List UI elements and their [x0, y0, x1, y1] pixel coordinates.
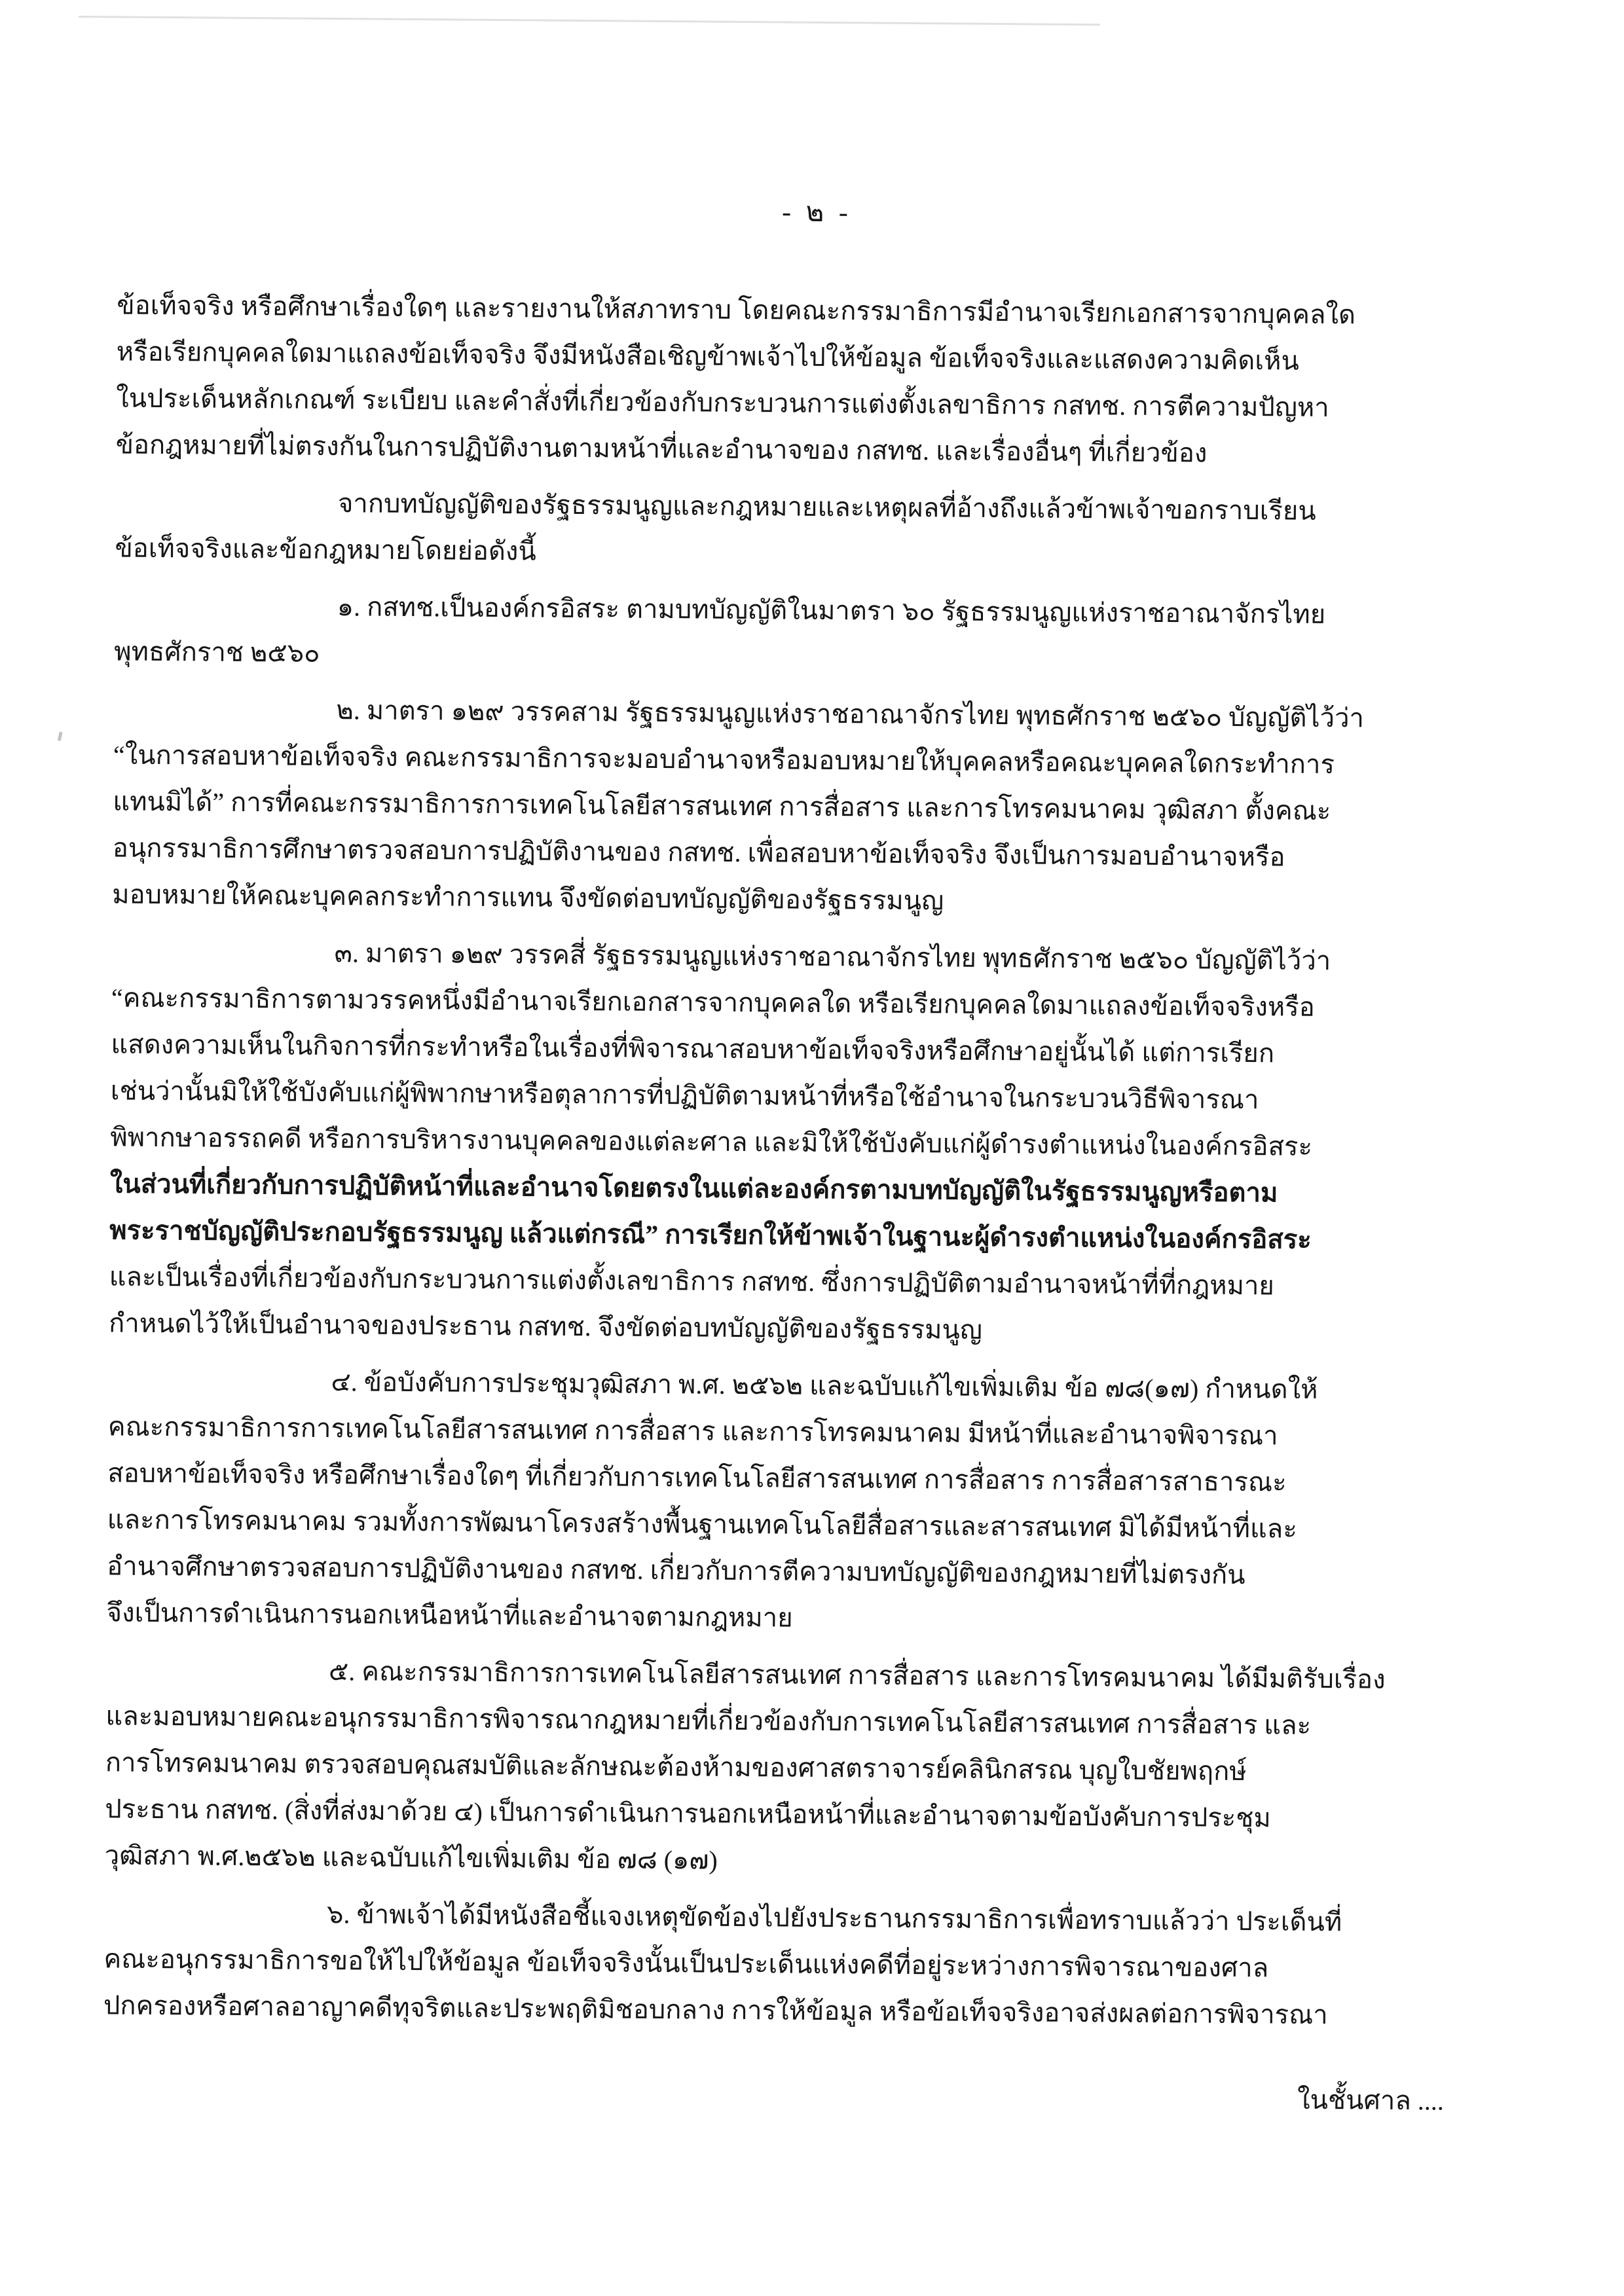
text-line: ในประเด็นหลักเกณฑ์ ระเบียบ และคำสั่งที่เกี่ยวข้องกับกระบวนการแต่งตั้งเลขาธิการ กสทช. การตีความปัญหา: [116, 383, 1329, 423]
paragraph-item-3: [109, 917, 1500, 1357]
text-line: อำนาจศึกษาตรวจสอบการปฏิบัติงานของ กสทช. เกี่ยวกับการตีความบทบัญญัติของกฎหมายที่ไม่ตรงกัน: [107, 1551, 1246, 1590]
text-line: และมอบหมายคณะอนุกรรมาธิการพิจารณากฎหมายที่เกี่ยวข้องกับการเทคโนโลยีสารสนเทศ การสื่อสาร และ: [105, 1701, 1312, 1740]
text-line: และเป็นเรื่องที่เกี่ยวข้องกับกระบวนการแต่งตั้งเลขาธิการ กสทช. ซึ่งการปฏิบัติตามอำนาจหน้าที่ที่กฎหมาย: [109, 1262, 1275, 1301]
text-line: ข้อเท็จจริงและข้อกฎหมายโดยย่อดังนี้: [115, 533, 536, 566]
text-line: ๕. คณะกรรมาธิการการเทคโนโลยีสารสนเทศ การสื่อสาร และการโทรคมนาคม ได้มีมติรับเรื่อง: [328, 1656, 1386, 1694]
scan-artifact-line: [79, 16, 1100, 26]
text-line: คณะอนุกรรมาธิการขอให้ไปให้ข้อมูล ข้อเท็จจริงนั้นเป็นประเด็นแห่งคดีที่อยู่ระหว่างการพิจารณาของศาล: [103, 1944, 1269, 1983]
scan-speck: [58, 731, 63, 741]
paragraph: [115, 282, 1505, 479]
text-line: จากบทบัญญัติของรัฐธรรมนูญและกฎหมายและเหตุผลที่อ้างถึงแล้วข้าพเจ้าขอกราบเรียน: [337, 488, 1316, 526]
footer-continuation-note: ในชั้นศาล ....: [1297, 2085, 1445, 2116]
text-line: การโทรคมนาคม ตรวจสอบคุณสมบัติและลักษณะต้องห้ามของศาสตราจารย์คลินิกสรณ บุญใบชัยพฤกษ์: [105, 1747, 1247, 1787]
page-number: - ๒ -: [781, 197, 852, 228]
text-line: ๖. ข้าพเจ้าได้มีหนังสือชี้แจงเหตุขัดข้องไปยังประธานกรรมาธิการเพื่อทราบแล้วว่า ประเด็นที่: [326, 1899, 1342, 1937]
document-body: [103, 282, 1505, 2039]
text-line: พระราชบัญญัติประกอบรัฐธรรมนูญ แล้วแต่กรณี” การเรียกให้ข้าพเจ้าในฐานะผู้ดำรงตำแหน่งในองค์กรอิสระ: [109, 1215, 1312, 1254]
text-line: เช่นว่านั้นมิให้ใช้บังคับแก่ผู้พิพากษาหรือตุลาการที่ปฏิบัติตามหน้าที่หรือใช้อำนาจในกระบวนวิธีพิจารณา: [110, 1076, 1259, 1115]
text-line: คณะกรรมาธิการการเทคโนโลยีสารสนเทศ การสื่อสาร และการโทรคมนาคม มีหน้าที่และอำนาจพิจารณา: [107, 1412, 1278, 1451]
text-line: กำหนดไว้ให้เป็นอำนาจของประธาน กสทช. จึงขัดต่อบทบัญญัติของรัฐธรรมนูญ: [108, 1308, 983, 1345]
text-line: จึงเป็นการดำเนินการนอกเหนือหน้าที่และอำนาจตามกฎหมาย: [106, 1597, 793, 1633]
text-line: ๓. มาตรา ๑๒๙ วรรคสี่ รัฐธรรมนูญแห่งราชอาณาจักรไทย พุทธศักราช ๒๕๖๐ บัญญัติไว้ว่า: [334, 938, 1331, 976]
paragraph-item-1: [114, 571, 1503, 685]
text-line: ๔. ข้อบังคับการประชุมวุฒิสภา พ.ศ. ๒๕๖๒ และฉบับแก้ไขเพิ่มเติม ข้อ ๗๘(๑๗) กำหนดให้: [331, 1367, 1318, 1404]
paragraph-item-2: [112, 674, 1502, 928]
text-line: ประธาน กสทช. (สิ่งที่ส่งมาด้วย ๔) เป็นการดำเนินการนอกเหนือหน้าที่และอำนาจตามข้อบังคับการประชุม: [105, 1794, 1271, 1833]
text-line: ๑. กสทช.เป็นองค์กรอิสระ ตามบทบัญญัติในมาตรา ๖๐ รัฐธรรมนูญแห่งราชอาณาจักรไทย: [337, 592, 1326, 629]
paragraph: [115, 467, 1504, 582]
text-line: แทนมิได้” การที่คณะกรรมาธิการการเทคโนโลยีสารสนเทศ การสื่อสาร และการโทรคมนาคม วุฒิสภา ตั้งคณะ: [113, 786, 1331, 826]
text-line: แสดงความเห็นในกิจการที่กระทำหรือในเรื่องที่พิจารณาสอบหาข้อเท็จจริงหรือศึกษาอยู่นั้นได้ แต่การเรียก: [111, 1029, 1275, 1068]
text-line: หรือเรียกบุคคลใดมาแถลงข้อเท็จจริง จึงมีหนังสือเชิญข้าพเจ้าไปให้ข้อมูล ข้อเท็จจริงและแสดงความคิดเห็น: [116, 337, 1299, 376]
paragraph-item-4: [106, 1346, 1496, 1647]
text-line: ปกครองหรือศาลอาญาคดีทุจริตและประพฤติมิชอบกลาง การให้ข้อมูล หรือข้อเท็จจริงอาจส่งผลต่อการพิจารณา: [103, 1990, 1328, 2030]
text-line: อนุกรรมาธิการศึกษาตรวจสอบการปฏิบัติงานของ กสทช. เพื่อสอบหาข้อเท็จจริง จึงเป็นการมอบอำนาจหรือ: [112, 833, 1285, 872]
text-line: ๒. มาตรา ๑๒๙ วรรคสาม รัฐธรรมนูญแห่งราชอาณาจักรไทย พุทธศักราช ๒๕๖๐ บัญญัติไว้ว่า: [336, 695, 1365, 733]
text-line: “ในการสอบหาข้อเท็จจริง คณะกรรมาธิการจะมอบอำนาจหรือมอบหมายให้บุคคลหรือคณะบุคคลใดกระทำการ: [113, 740, 1335, 780]
text-line: สอบหาข้อเท็จจริง หรือศึกษาเรื่องใดๆ ที่เกี่ยวกับการเทคโนโลยีสารสนเทศ การสื่อสาร การสื่อสารสาธารณะ: [107, 1458, 1287, 1497]
text-line: พุทธศักราช ๒๕๖๐: [114, 636, 320, 668]
text-line: วุฒิสภา พ.ศ.๒๕๖๒ และฉบับแก้ไขเพิ่มเติม ข้อ ๗๘ (๑๗): [104, 1840, 718, 1875]
text-line: ข้อเท็จจริง หรือศึกษาเรื่องใดๆ และรายงานให้สภาทราบ โดยคณะกรรมาธิการมีอำนาจเรียกเอกสารจากบุคคลใด: [117, 290, 1356, 330]
text-line: ข้อกฎหมายที่ไม่ตรงกันในการปฏิบัติงานตามหน้าที่และอำนาจของ กสทช. และเรื่องอื่นๆ ที่เกี่ยวข้อง: [115, 429, 1208, 468]
text-line: มอบหมายให้คณะบุคคลกระทำการแทน จึงขัดต่อบทบัญญัติของรัฐธรรมนูญ: [112, 879, 944, 916]
text-line: และการโทรคมนาคม รวมทั้งการพัฒนาโครงสร้างพื้นฐานเทคโนโลยีสื่อสารและสารสนเทศ มิได้มีหน้าที่และ: [107, 1504, 1297, 1544]
paragraph-item-6: [103, 1878, 1493, 2039]
text-line: พิพากษาอรรถคดี หรือการบริหารงานบุคคลของแต่ละศาล และมิให้ใช้บังคับแก่ผู้ดำรงตำแหน่งในองค์กรอิสระ: [110, 1122, 1313, 1161]
text-line: ในส่วนที่เกี่ยวกับการปฏิบัติหน้าที่และอำนาจโดยตรงในแต่ละองค์กรตามบทบัญญัติในรัฐธรรมนูญหรือตาม: [109, 1169, 1278, 1208]
paragraph-item-5: [104, 1635, 1494, 1889]
text-line: “คณะกรรมาธิการตามวรรคหนึ่งมีอำนาจเรียกเอกสารจากบุคคลใด หรือเรียกบุคคลใดมาแถลงข้อเท็จจริงหรือ: [111, 983, 1315, 1022]
